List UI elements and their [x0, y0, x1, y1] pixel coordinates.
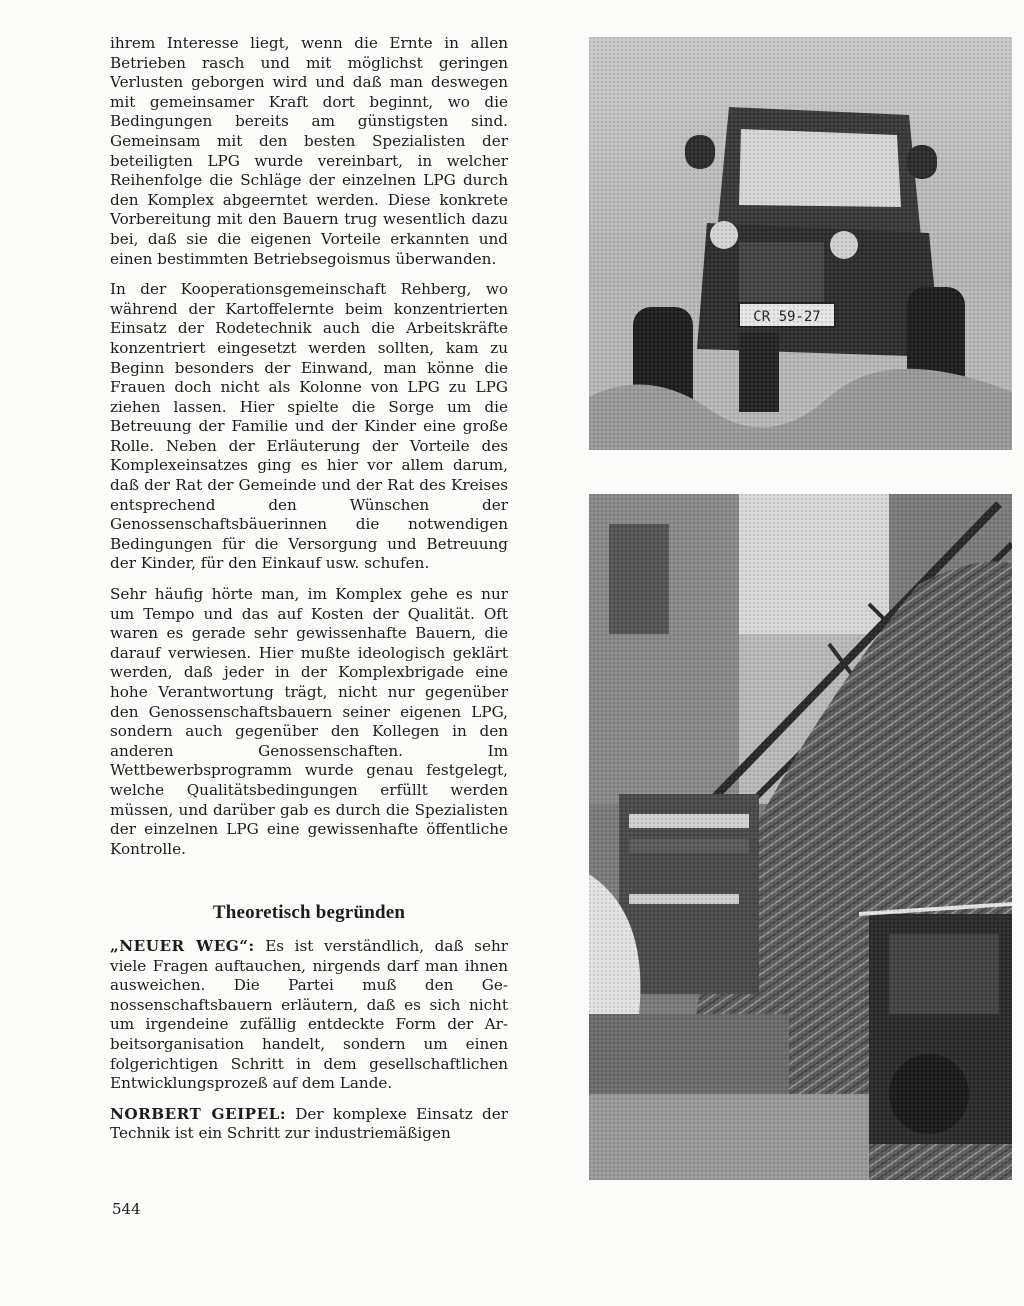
qa-text: Der komplexe Einsatz der Technik ist ein Schritt zur industriemäßigen: [110, 1104, 508, 1143]
harvester-illustration: [589, 494, 1012, 1180]
speaker-label: „NEUER WEG“:: [110, 936, 255, 955]
section-heading: Theoretisch begründen: [212, 902, 406, 924]
qa-text: Es ist verständlich, daß sehr viele Fragen auftauchen, nirgends darf man ihnen ausweichen. Die Partei muß den Genossenschaftsbauern erläutern, daß es sich nicht um irgendeine zufällig entdeckte Form der Arbeitsorganisation handelt, sondern um einen folgerichtigen Schritt in dem gesellschaftlichen Entwicklungsprozeß auf dem Lande.: [110, 936, 508, 1093]
speaker-label: NORBERT GEIPEL:: [110, 1104, 286, 1123]
tractor-illustration: [589, 37, 1012, 450]
qa-entry-2: [110, 1105, 508, 1144]
harvester-photo: [589, 494, 1012, 1180]
paragraph-2: In der Kooperationsgemeinschaft Rehberg, wo während der Kartoffelernte beim konzentrierten Einsatz der Rodetechnik auch die Arbeitskräfte konzentriert eingesetzt werden sollten, kam zu Beginn besonders der Einwand, man könne die Frauen doch nicht als Kolonne von LPG zu LPG ziehen lassen. Hier spielte die Sorge um die Betreuung der Familie und der Kinder eine große Rolle. Neben der Erläuterung der Vorteile des Komplexeinsatzes ging es hier vor allem darum, daß der Rat der Gemeinde und der Rat des Kreises entsprechend den Wünschen der Genossenschaftsbäuerinnen die notwendigen Bedingungen für die Versorgung und Betreuung der Kinder, für den Einkauf usw. schufen.: [110, 280, 508, 573]
paragraph-1: ihrem Interesse liegt, wenn die Ernte in allen Betrieben rasch und mit möglichst geringen Verlusten geborgen wird und daß man deswegen mit gemeinsamer Kraft dort beginnt, wo die Bedingungen bereits am günstigsten sind. Gemeinsam mit den besten Spezialisten der beteiligten LPG wurde vereinbart, in welcher Reihenfolge die Schläge der einzelnen LPG durch den Komplex abgeerntet werden. Diese konkrete Vorbereitung mit den Bauern trug wesentlich dazu bei, daß sie die eigenen Vorteile erkannten und einen bestimmten Betriebsegoismus überwanden.: [110, 34, 508, 268]
qa-entry-1: [110, 937, 508, 1094]
tractor-photo: [589, 37, 1012, 450]
paragraph-3: Sehr häufig hörte man, im Komplex gehe es nur um Tempo und das auf Kosten der Qualität. Oft waren es gerade sehr gewissenhafte Bauern, die darauf verwiesen. Hier mußte ideologisch geklärt werden, daß jeder in der Komplexbrigade eine hohe Verantwortung trägt, nicht nur gegenüber den Genossenschaftsbauern seiner eigenen LPG, sondern auch gegenüber den Kollegen in den anderen Genossenschaften. Im Wettbewerbsprogramm wurde genau festgelegt, welche Qualitätsbedingungen erfüllt werden müssen, und darüber gab es durch die Spezialisten der einzelnen LPG eine gewissenhafte öffentliche Kontrolle.: [110, 585, 508, 858]
article-column: [110, 34, 508, 1155]
page-number: 544: [112, 1200, 141, 1218]
